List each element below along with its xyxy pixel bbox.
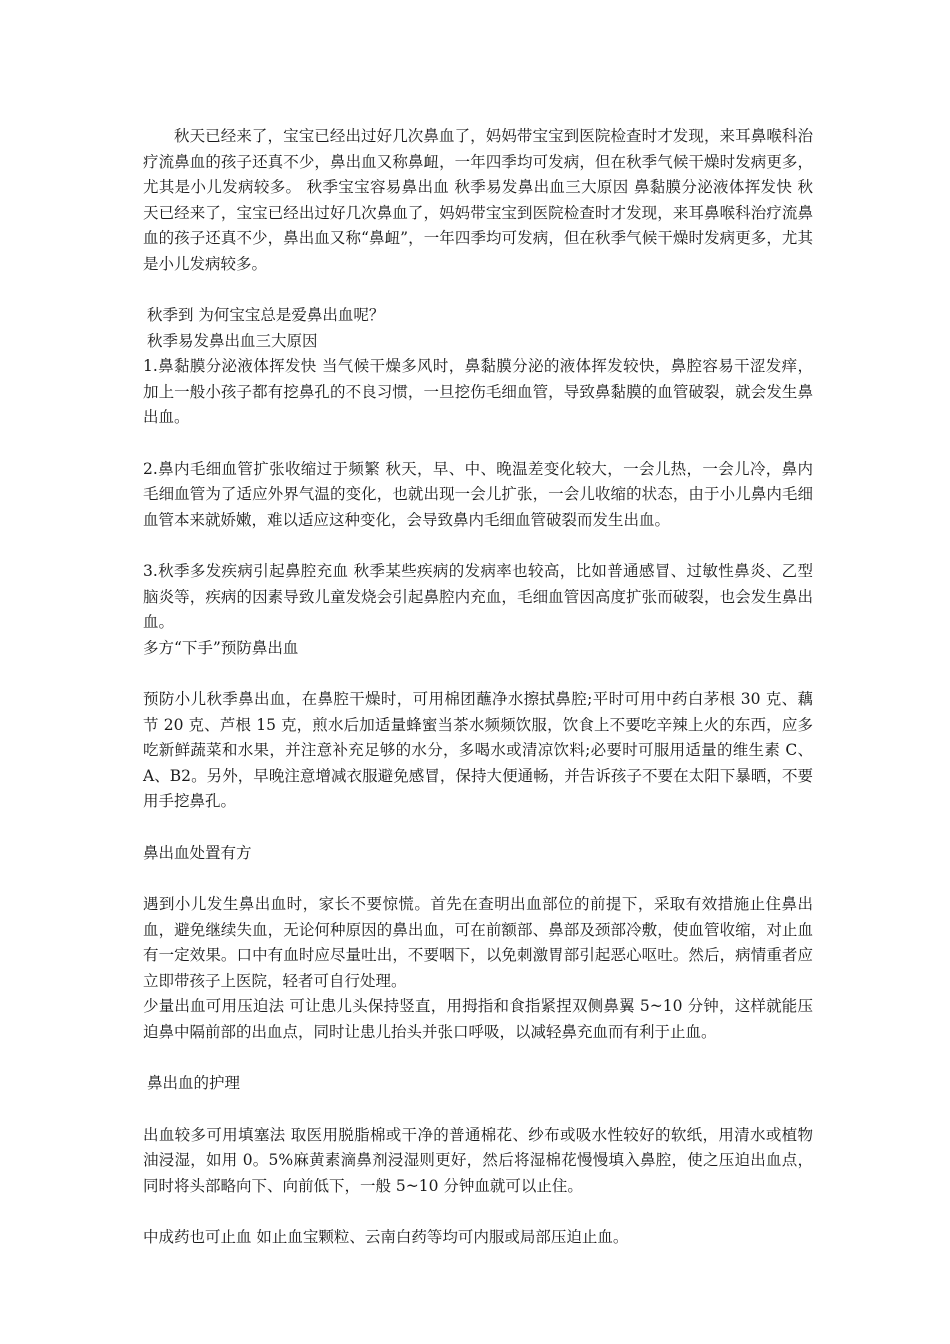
cause-1-paragraph: 1.鼻黏膜分泌液体挥发快 当气候干燥多风时，鼻黏膜分泌的液体挥发较快，鼻腔容易干涩发痒，加上一般小孩子都有挖鼻孔的不良习惯，一旦挖伤毛细血管，导致鼻黏膜的血管破裂，就会发生鼻出血。 <box>143 357 813 426</box>
care-heading: 鼻出血的护理 <box>147 1074 241 1092</box>
prevention-heading: 多方“下手”预防鼻出血 <box>143 638 299 657</box>
prevention-paragraph: 预防小儿秋季鼻出血，在鼻腔干燥时，可用棉团蘸净水擦拭鼻腔;平时可用中药白茅根 30 克、藕节 20 克、芦根 15 克，煎水后加适量蜂蜜当茶水频频饮服，饮食上不要吃辛辣上火的东西，应多吃新鲜蔬菜和水果，并注意补充足够的水分，多喝水或清凉饮料;必要时可服用适量的维生素 C、A、B2。另外，早晚注意增减衣服避免感冒，保持大便通畅，并告诉孩子不要在太阳下暴晒，不要用手挖鼻孔。 <box>143 690 813 810</box>
causes-heading: 秋季易发鼻出血三大原因 <box>147 331 318 350</box>
spacer <box>143 277 813 303</box>
spacer <box>143 1097 813 1123</box>
article-body <box>143 124 813 1251</box>
cause-2-paragraph: 2.鼻内毛细血管扩张收缩过于频繁 秋天，早、中、晚温差变化较大，一会儿热，一会儿冷，鼻内毛细血管为了适应外界气温的变化，也就出现一会儿扩张，一会儿收缩的状态，由于小儿鼻内毛细血管本来就娇嫩，难以适应这种变化，会导致鼻内毛细血管破裂而发生出血。 <box>143 459 813 529</box>
intro-paragraph: 秋天已经来了，宝宝已经出过好几次鼻血了，妈妈带宝宝到医院检查时才发现，来耳鼻喉科治疗流鼻血的孩子还真不少，鼻出血又称鼻衄，一年四季均可发病，但在秋季气候干燥时发病更多，尤其是小儿发病较多。 秋季宝宝容易鼻出血 秋季易发鼻出血三大原因 鼻黏膜分泌液体挥发快 秋天已经来了，宝宝已经出过好几次鼻血了，妈妈带宝宝到医院检查时才发现，来耳鼻喉科治疗流鼻血的孩子还真不少，鼻出血又称“鼻衄”，一年四季均可发病，但在秋季气候干燥时发病更多，尤其是小儿发病较多。 <box>143 127 813 273</box>
spacer <box>143 815 813 841</box>
compression-paragraph: 少量出血可用压迫法 可让患儿头保持竖直，用拇指和食指紧捏双侧鼻翼 5~10 分钟，这样就能压迫鼻中隔前部的出血点，同时让患儿抬头并张口呼吸，以减轻鼻充血而有利于止血。 <box>143 997 813 1041</box>
spacer <box>143 1199 813 1225</box>
spacer <box>143 533 813 559</box>
spacer <box>143 866 813 892</box>
medicine-paragraph: 中成药也可止血 如止血宝颗粒、云南白药等均可内服或局部压迫止血。 <box>143 1228 629 1246</box>
spacer <box>143 431 813 457</box>
packing-paragraph: 出血较多可用填塞法 取医用脱脂棉或干净的普通棉花、纱布或吸水性较好的软纸，用清水或植物油浸湿，如用 0。5%麻黄素滴鼻剂浸湿则更好，然后将湿棉花慢慢填入鼻腔，使之压迫出血点，同时将头部略向下、向前低下，一般 5~10 分钟血就可以止住。 <box>143 1125 813 1195</box>
handling-paragraph: 遇到小儿发生鼻出血时，家长不要惊慌。首先在查明出血部位的前提下，采取有效措施止住鼻出血，避免继续失血，无论何种原因的鼻出血，可在前额部、鼻部及颈部冷敷，使血管收缩，对止血有一定效果。口中有血时应尽量吐出，不要咽下，以免刺激胃部引起恶心呕吐。然后，病情重者应立即带孩子上医院，轻者可自行处理。 <box>143 895 813 990</box>
spacer <box>143 1045 813 1071</box>
handling-heading: 鼻出血处置有方 <box>143 843 252 862</box>
cause-3-paragraph: 3.秋季多发疾病引起鼻腔充血 秋季某些疾病的发病率也较高，比如普通感冒、过敏性鼻炎、乙型脑炎等，疾病的因素导致儿童发烧会引起鼻腔内充血，毛细血管因高度扩张而破裂，也会发生鼻出血。 <box>143 562 813 631</box>
spacer <box>143 661 813 687</box>
question-heading: 秋季到 为何宝宝总是爱鼻出血呢？ <box>147 306 385 324</box>
